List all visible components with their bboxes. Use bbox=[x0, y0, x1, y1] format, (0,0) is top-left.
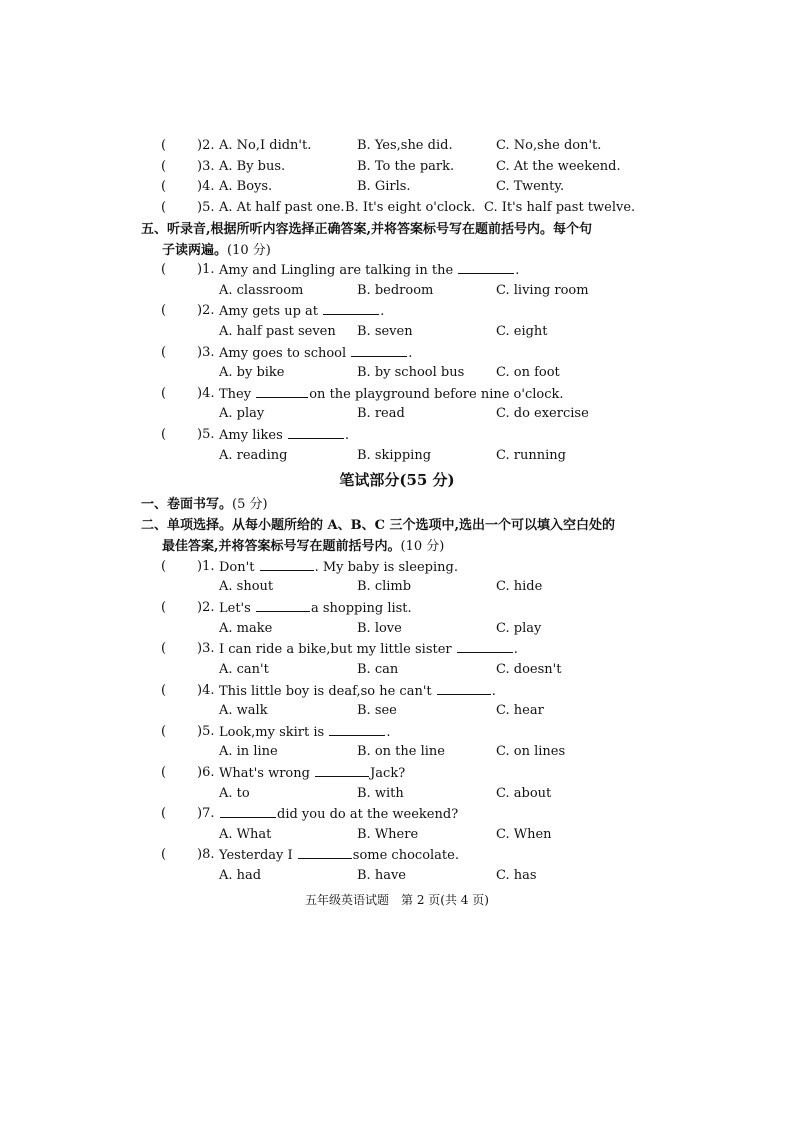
question-row: ( )8. Yesterday I some chocolate. bbox=[161, 845, 681, 865]
answer-blank bbox=[315, 763, 369, 777]
answer-blank bbox=[351, 343, 407, 357]
option-b: B. skipping bbox=[357, 448, 432, 463]
option-c: C. has bbox=[496, 868, 537, 883]
question-row: ( )3. Amy goes to school . bbox=[161, 343, 681, 363]
listening-question: ( )3. bbox=[161, 157, 681, 177]
question-number: )3. bbox=[197, 159, 215, 174]
option-b: B. see bbox=[357, 703, 397, 718]
section-points: (5 分) bbox=[232, 497, 268, 512]
option-c: C. living room bbox=[496, 283, 589, 298]
option-b: B. Girls. bbox=[357, 179, 411, 194]
options-row bbox=[219, 742, 659, 762]
question-row: ( )5. Amy likes . bbox=[161, 425, 681, 445]
option-a: A. At half past one. bbox=[219, 200, 345, 215]
section-heading-cont: 最佳答案,并将答案标号写在题前括号内。(10 分) bbox=[162, 539, 445, 554]
answer-blank bbox=[457, 639, 513, 653]
question-number: )8. bbox=[197, 847, 215, 862]
option-b: B. can bbox=[357, 662, 399, 677]
question-row: ( )6. What's wrong Jack? bbox=[161, 763, 681, 783]
options-row bbox=[219, 404, 659, 424]
options-row bbox=[219, 322, 659, 342]
section-heading: 二、单项选择。从每小题所给的 A、B、C 三个选项中,选出一个可以填入空白处的 bbox=[141, 518, 615, 533]
option-a: A. Boys. bbox=[219, 179, 273, 194]
answer-blank bbox=[256, 384, 308, 398]
question-row: ( )4. They on the playground before nine o'clock. bbox=[161, 384, 681, 404]
question-number: )4. bbox=[197, 386, 215, 401]
option-c: C. When bbox=[496, 827, 552, 842]
question-number: )7. bbox=[197, 806, 215, 821]
question-stem: They on the playground before nine o'clock. bbox=[219, 384, 564, 405]
option-a: A. to bbox=[219, 786, 250, 801]
section-heading-cont: 子读两遍。(10 分) bbox=[162, 243, 271, 258]
question-stem: Amy and Lingling are talking in the . bbox=[219, 260, 519, 281]
question-stem: did you do at the weekend? bbox=[219, 804, 458, 825]
option-a: A. can't bbox=[219, 662, 269, 677]
section-heading: 五、听录音,根据所听内容选择正确答案,并将答案标号写在题前括号内。每个句 bbox=[141, 222, 593, 237]
option-b: B. climb bbox=[357, 579, 412, 594]
option-b: B. have bbox=[357, 868, 406, 883]
question-stem: Let's a shopping list. bbox=[219, 598, 412, 619]
option-c: C. on lines bbox=[496, 744, 566, 759]
option-b: B. love bbox=[357, 621, 402, 636]
answer-blank bbox=[298, 845, 352, 859]
option-c: C. doesn't bbox=[496, 662, 562, 677]
option-c: C. about bbox=[496, 786, 552, 801]
option-b: B. To the park. bbox=[357, 159, 455, 174]
option-c: C. do exercise bbox=[496, 406, 589, 421]
option-b: B. seven bbox=[357, 324, 413, 339]
option-c: C. It's half past twelve. bbox=[484, 200, 636, 215]
options-row bbox=[219, 784, 659, 804]
option-b: B. Where bbox=[357, 827, 419, 842]
option-a: A. classroom bbox=[219, 283, 304, 298]
question-row: ( )3. I can ride a bike,but my little sister . bbox=[161, 639, 681, 659]
section-points: (10 分) bbox=[400, 539, 445, 554]
listening-question: ( )4. bbox=[161, 177, 681, 197]
options-row bbox=[219, 619, 659, 639]
answer-blank bbox=[260, 557, 314, 571]
question-number: )2. bbox=[197, 600, 215, 615]
options-row bbox=[219, 660, 659, 680]
question-row: ( )4. This little boy is deaf,so he can't . bbox=[161, 681, 681, 701]
option-b: B. on the line bbox=[357, 744, 445, 759]
question-stem: Amy goes to school . bbox=[219, 343, 412, 364]
section-heading: 一、卷面书写。(5 分) bbox=[141, 497, 268, 512]
option-a: A. half past seven bbox=[219, 324, 336, 339]
question-stem: Amy likes . bbox=[219, 425, 349, 446]
option-a: A. No,I didn't. bbox=[219, 138, 312, 153]
option-b: B. with bbox=[357, 786, 404, 801]
question-row: ( )7. did you do at the weekend? bbox=[161, 804, 681, 824]
option-a: A. had bbox=[219, 868, 262, 883]
options-row bbox=[219, 363, 659, 383]
option-b: B. by school bus bbox=[357, 365, 465, 380]
options-row bbox=[219, 866, 659, 886]
question-number: )6. bbox=[197, 765, 215, 780]
option-c: C. Twenty. bbox=[496, 179, 565, 194]
question-number: )4. bbox=[197, 179, 215, 194]
option-b: B. read bbox=[357, 406, 405, 421]
question-row: ( )2. Let's a shopping list. bbox=[161, 598, 681, 618]
listening-question: ( )2. bbox=[161, 136, 681, 156]
question-stem: This little boy is deaf,so he can't . bbox=[219, 681, 496, 702]
options-row bbox=[219, 577, 659, 597]
answer-blank bbox=[329, 722, 385, 736]
answer-blank bbox=[288, 425, 344, 439]
option-a: A. play bbox=[219, 406, 265, 421]
question-stem: What's wrong Jack? bbox=[219, 763, 405, 784]
option-a: A. make bbox=[219, 621, 273, 636]
question-row: ( )2. Amy gets up at . bbox=[161, 301, 681, 321]
question-number: )1. bbox=[197, 559, 215, 574]
answer-blank bbox=[323, 301, 379, 315]
option-c: C. hide bbox=[496, 579, 543, 594]
answer-blank bbox=[256, 598, 310, 612]
question-number: )5. bbox=[197, 200, 215, 215]
option-c: C. on foot bbox=[496, 365, 560, 380]
option-b: B. It's eight o'clock. bbox=[345, 200, 476, 215]
option-b: B. bedroom bbox=[357, 283, 434, 298]
page-footer: 五年级英语试题 第 2 页(共 4 页) bbox=[305, 893, 489, 907]
option-c: C. hear bbox=[496, 703, 544, 718]
option-c: C. No,she don't. bbox=[496, 138, 602, 153]
option-a: A. walk bbox=[219, 703, 268, 718]
option-a: A. By bus. bbox=[219, 159, 286, 174]
question-number: )3. bbox=[197, 345, 215, 360]
option-a: A. reading bbox=[219, 448, 288, 463]
listening-question: ( )5. bbox=[161, 198, 681, 218]
question-row: ( )1. Don't . My baby is sleeping. bbox=[161, 557, 681, 577]
question-stem: Look,my skirt is . bbox=[219, 722, 391, 743]
question-stem: Don't . My baby is sleeping. bbox=[219, 557, 458, 578]
question-stem: I can ride a bike,but my little sister . bbox=[219, 639, 518, 660]
question-number: )3. bbox=[197, 641, 215, 656]
written-part-title: 笔试部分(55 分) bbox=[339, 471, 455, 489]
question-number: )1. bbox=[197, 262, 215, 277]
question-stem: Yesterday I some chocolate. bbox=[219, 845, 459, 866]
answer-blank bbox=[220, 804, 276, 818]
option-c: C. play bbox=[496, 621, 542, 636]
question-row: ( )5. Look,my skirt is . bbox=[161, 722, 681, 742]
option-a: A. shout bbox=[219, 579, 274, 594]
options-row bbox=[219, 825, 659, 845]
answer-blank bbox=[437, 681, 491, 695]
question-row: ( )1. Amy and Lingling are talking in the . bbox=[161, 260, 681, 280]
option-c: C. eight bbox=[496, 324, 548, 339]
options-row bbox=[219, 281, 659, 301]
option-c: C. running bbox=[496, 448, 566, 463]
options-row bbox=[219, 701, 659, 721]
option-b: B. Yes,she did. bbox=[357, 138, 453, 153]
option-a: A. by bike bbox=[219, 365, 285, 380]
question-number: )5. bbox=[197, 427, 215, 442]
options-row bbox=[219, 446, 659, 466]
option-a: A. What bbox=[219, 827, 272, 842]
question-number: )5. bbox=[197, 724, 215, 739]
question-number: )2. bbox=[197, 138, 215, 153]
option-c: C. At the weekend. bbox=[496, 159, 621, 174]
answer-blank bbox=[458, 260, 514, 274]
question-number: )2. bbox=[197, 303, 215, 318]
question-number: )4. bbox=[197, 683, 215, 698]
option-a: A. in line bbox=[219, 744, 278, 759]
question-stem: Amy gets up at . bbox=[219, 301, 384, 322]
section-points: (10 分) bbox=[227, 243, 271, 258]
